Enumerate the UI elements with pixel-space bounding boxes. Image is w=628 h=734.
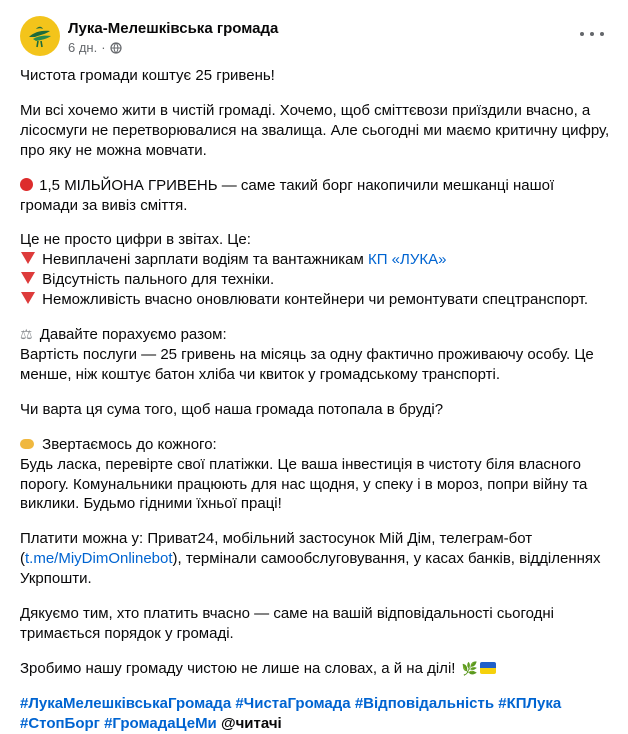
post-header [20,16,608,60]
hashtag-link[interactable]: #КПЛука [498,694,562,712]
bullet-salaries: Невиплачені зарплати водіям та вантажникам КП «ЛУКА» [20,250,612,270]
red-triangle-icon [21,292,35,304]
hashtags-line [20,694,612,734]
paragraph-thanks: Дякуємо тим, хто платить вчасно — саме на вашій відповідальності сьогодні тримається порядок у громаді. [20,605,555,642]
telegram-bot-link[interactable]: t.me/MiyDimOnlinebot [25,550,173,568]
paragraph-consequences-head: Це не просто цифри в звітах. Це: [20,231,251,249]
mention-link[interactable]: @читачі [220,714,282,732]
ukraine-flag-icon [480,662,496,674]
paragraph-payment: Платити можна у: Приват24, мобільний застосунок Мій Дім, телеграм-бот (t.me/MiyDimOnlinebot), термінали самообслуговування, у касах банків, відділеннях Укрпошти. [20,530,601,588]
red-circle-icon [20,178,33,191]
bullet-containers: Неможливість вчасно оновлювати контейнери чи ремонтувати спецтранспорт. [20,290,612,310]
post-timestamp[interactable]: 6 дн. [68,40,98,55]
bullet-fuel: Відсутність пального для техніки. [20,270,612,290]
hashtag-link[interactable]: #ЛукаМелешківськаГромада [20,694,232,712]
page-avatar[interactable] [20,16,60,56]
paragraph-intro: Ми всі хочемо жити в чистій громаді. Хочемо, щоб сміттєвози приїздили вчасно, а лісосмуги не перетворювалися на звалища. Але сьогодні ми маємо критичну цифру, про яку не можна мовчати. [20,101,610,159]
paragraph-question: Чи варта ця сума того, щоб наша громада потопала в бруді? [20,400,444,418]
hashtag-link[interactable]: #ЧистаГромада [235,694,351,712]
post-headline: Чистота громади коштує 25 гривень! [20,67,275,84]
separator-dot: · [101,40,106,55]
red-triangle-icon [21,272,35,284]
hashtag-link[interactable]: #ГромадаЦеМи [104,714,217,732]
scales-icon: ⚖ [20,326,33,343]
page-name-link[interactable]: Лука-Мелешківська громада [68,20,279,37]
paragraph-calc-head: ⚖ Давайте порахуємо разом: [20,326,227,344]
paragraph-closing: Зробимо нашу громаду чистою не лише на словах, а й на ділі! 🌿 [20,659,612,679]
paragraph-appeal: Будь ласка, перевірте свої платіжки. Це ваша інвестиція в чистоту біля власного порогу. Комунальники працюють для нас щодня, у спеку і в мороз, попри війну та виклики. Будьмо гідними їхньої праці! [20,455,588,513]
paragraph-debt: 1,5 МІЛЬЙОНА ГРИВЕНЬ — саме такий борг накопичили мешканці нашої громади за вивіз сміття. [20,176,555,214]
herb-icon: 🌿 [461,660,478,676]
post-body [20,66,612,734]
hashtag-link[interactable]: #СтопБорг [20,714,100,732]
paragraph-appeal-head: Звертаємось до кожного: [20,435,612,455]
red-triangle-icon [21,252,35,264]
more-options-icon[interactable] [580,26,604,42]
kp-luka-link[interactable]: КП «ЛУКА» [367,251,447,269]
globe-icon [110,42,122,54]
paragraph-calc: Вартість послуги — 25 гривень на місяць за одну фактично проживаючу особу. Це менше, ніж коштує батон хліба чи квиток у громадському транспорті. [20,345,594,383]
hashtag-link[interactable]: #Відповідальність [354,694,495,712]
soap-icon [20,439,34,449]
swan-logo-icon [20,16,60,56]
